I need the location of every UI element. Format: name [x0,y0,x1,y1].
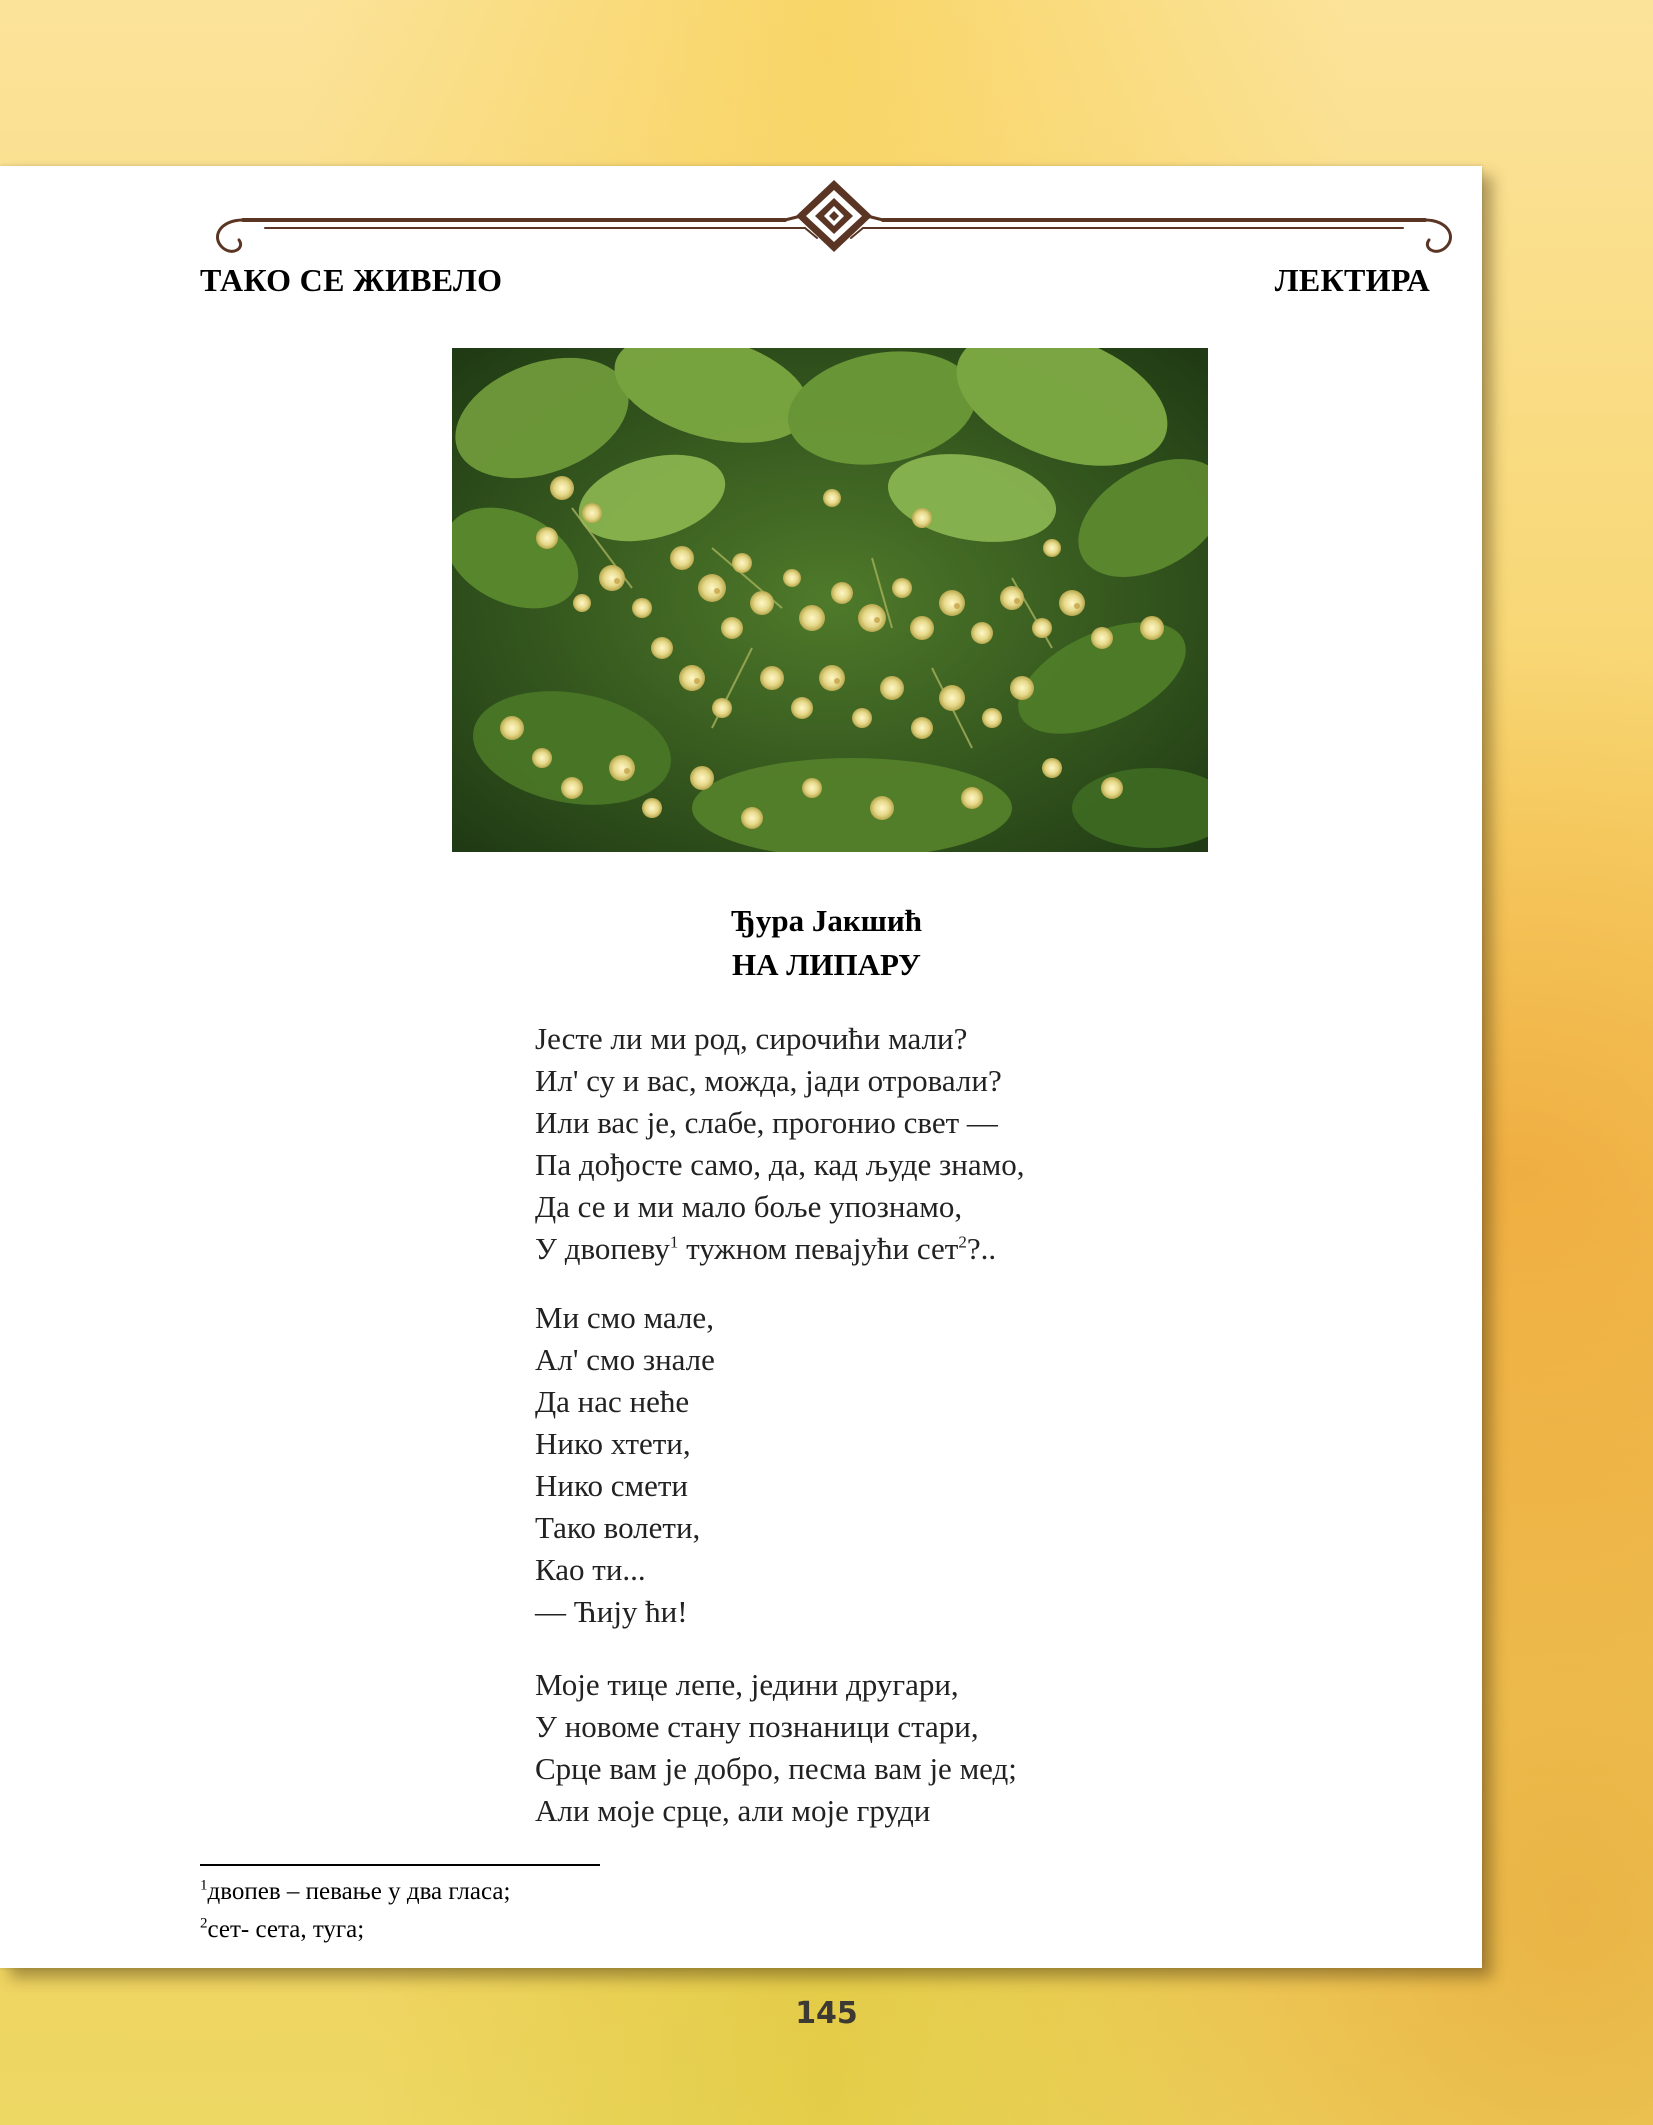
poem-title: НА ЛИПАРУ [732,947,921,982]
poem-line: Јесте ли ми род, сирочићи мали? [535,1021,968,1056]
poem-line: Нико смети [535,1468,688,1503]
poem-line: Да се и ми мало боље упознамо, [535,1189,963,1224]
footnote-divider [200,1864,600,1866]
footnote-mark: 1 [200,1877,208,1894]
poem-line: — Ћију ћи! [535,1594,688,1629]
page-number: 145 [795,1996,858,2031]
poem-line-text: тужном певајући сет [678,1231,959,1266]
footnote-text: двопев – певање у два гласа; [207,1878,511,1905]
poem-line: Ил' су и вас, можда, јади отровали? [535,1063,1002,1098]
poem-line: Тако волети, [535,1510,701,1545]
poem-line: Па дођосте само, да, кад људе знамо, [535,1147,1025,1182]
poem-line: Срце вам је добро, песма вам је мед; [535,1751,1017,1786]
footnote-mark: 2 [200,1915,208,1932]
poem-line: Или вас је, слабе, прогонио свет — [535,1105,998,1140]
running-head-right: ЛЕКТИРА [1274,262,1430,298]
footnote-1 [200,1878,510,1906]
header-ornament [205,178,1463,262]
poem-line: Моје тице лепе, једини другари, [535,1667,959,1702]
poem-author: Ђура Јакшић [731,903,922,938]
poem-line-text: У двопеву [535,1231,670,1266]
poem-line: Као ти... [535,1552,646,1587]
stanza-3 [535,1664,1017,1832]
poem-line: Нико хтети, [535,1426,691,1461]
poem-line [535,1228,1024,1270]
poem-line-text: ?.. [966,1231,997,1266]
footnote-ref-2: 2 [958,1232,967,1252]
poem-line: Да нас неће [535,1384,690,1419]
linden-blossom-photo [452,348,1208,852]
footnote-2 [200,1916,364,1944]
running-head-left: ТАКО СЕ ЖИВЕЛО [200,262,503,298]
poem-line: У новоме стану познаници стари, [535,1709,979,1744]
poem-line: Ал' смо знале [535,1342,715,1377]
stanza-1 [535,1018,1024,1270]
linden-blossom-illustration [452,348,1208,852]
footnote-ref-1: 1 [669,1232,679,1252]
poem-line: Ми смо мале, [535,1300,714,1335]
poem-line: Али моје срце, али моје груди [535,1793,931,1828]
footnote-text: сет- сета, туга; [207,1916,365,1943]
stanza-2 [535,1297,715,1633]
